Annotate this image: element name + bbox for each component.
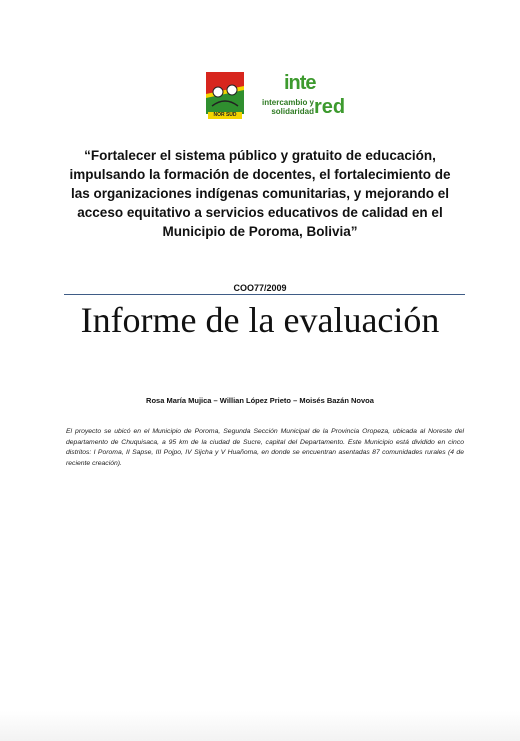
project-title: “Fortalecer el sistema público y gratuito de educación, impulsando la formación de docentes, el fortalecimiento de las organizaciones indígenas comunitarias, y mejorando el acceso equitativo a servicios educativos de calidad en el Municipio de Poroma, Bolivia”: [69, 148, 451, 239]
header-logos: [206, 72, 346, 124]
page-bottom-shadow: [0, 711, 520, 741]
nor-sud-label: NOR SUD: [208, 112, 242, 119]
report-title: Informe de la evaluación: [80, 300, 440, 340]
abstract-paragraph: El proyecto se ubicó en el Municipio de Poroma, Segunda Sección Municipal de la Provincia Oropeza, ubicada al Noreste del departamento de Chuquisaca, a 95 km de la ciudad de Sucre, capital del Departamento. Este Municipio está dividido en cinco distritos: I Poroma, II Sapse, III Pojpo, IV Sijcha y V Huañoma, en donde se encuentran asentadas 87 comunidades rurales (4 de reciente creación).: [66, 428, 464, 467]
intered-logo: [254, 72, 346, 124]
intered-logo-word: inte: [284, 72, 316, 94]
title-divider: [64, 294, 465, 295]
nor-sud-logo: [206, 72, 244, 120]
intered-logo-red: red: [314, 96, 346, 118]
project-code: COO77/2009: [233, 283, 287, 293]
intered-logo-tagline: intercambio y solidaridad: [261, 98, 314, 116]
authors-line: Rosa María Mujica – Willian López Prieto – Moisés Bazán Novoa: [146, 396, 374, 405]
